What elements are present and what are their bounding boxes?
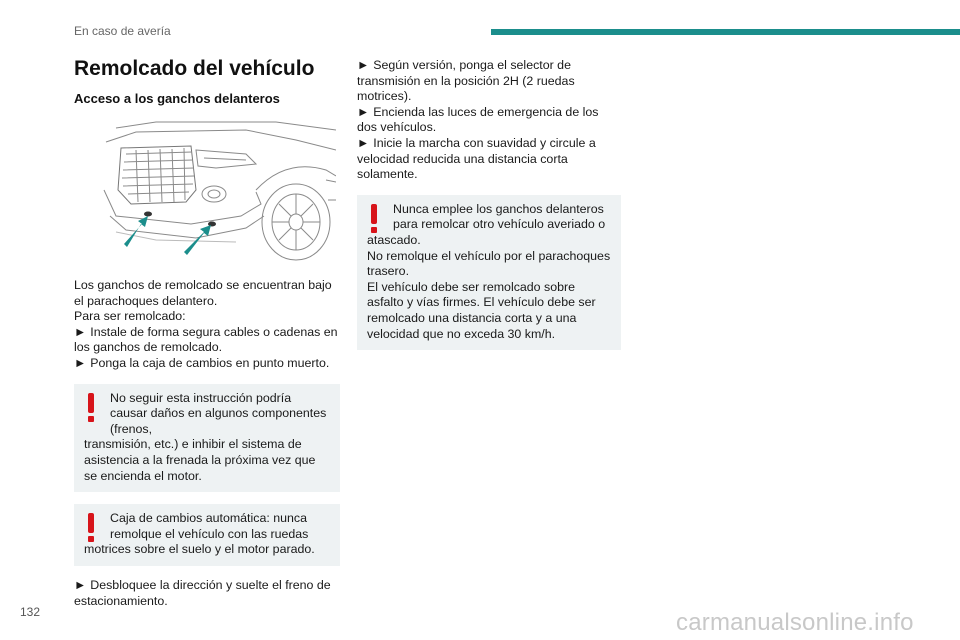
car-front-hooks-illustration [96,120,336,262]
step-text: Desbloquee la dirección y suelte el freno de estacionamiento. [74,577,331,608]
to-tow-heading: Para ser remolcado: [74,309,186,324]
step-text: Inicie la marcha con suavidad y circule a velocidad reducida una distancia corta solamente. [357,135,596,182]
bullet-icon: ► [74,577,87,592]
warning-text-rest: motrices sobre el suelo y el motor parado. [84,542,315,557]
bullet-icon: ► [74,355,87,370]
step-text: Encienda las luces de emergencia de los dos vehículos. [357,104,599,135]
section-title: En caso de avería [74,24,171,38]
bullet-icon: ► [357,104,370,119]
step-list-item [74,578,340,609]
step-list-item [74,325,340,356]
section-subtitle: Acceso a los ganchos delanteros [74,91,280,106]
warning-text-line: El vehículo debe ser remolcado sobre asfalto y vías firmes. El vehículo debe ser remolcado una distancia corta y a una velocidad que no exceda 30 km/h. [367,279,596,341]
warning-box [74,504,340,566]
step-text: Según versión, ponga el selector de transmisión en la posición 2H (2 ruedas motrices). [357,58,575,104]
left-column [74,56,340,609]
warning-box [357,195,621,350]
step-list-item [357,58,621,105]
bullet-icon: ► [74,324,87,339]
watermark: carmanualsonline.info [676,609,914,636]
hooks-location-text: Los ganchos de remolcado se encuentran bajo el parachoques delantero. [74,278,332,308]
warning-text-line: No remolque el vehículo por el parachoques trasero. [367,248,611,279]
warning-text-first: Caja de cambios automática: nunca remolque el vehículo con las ruedas [110,511,309,541]
step-list-item [74,356,340,372]
header-accent-bar [491,29,960,35]
car-illustration-svg [96,120,336,262]
bullet-icon: ► [357,135,370,150]
bullet-icon: ► [357,58,370,72]
warning-text-line: atascado. [367,232,421,247]
warning-exclamation-icon [88,393,94,423]
page-title: Remolcado del vehículo [74,57,315,80]
right-column [357,58,621,350]
warning-box [74,384,340,493]
step-list-item [357,105,621,136]
step-text: Instale de forma segura cables o cadenas en los ganchos de remolcado. [74,324,338,355]
warning-text-rest: transmisión, etc.) e inhibir el sistema de asistencia a la frenada la próxima vez que se encienda el motor. [84,437,316,483]
page-number: 132 [20,605,41,619]
warning-text-first: Nunca emplee los ganchos delanteros para remolcar otro vehículo averiado o [393,201,606,232]
step-text: Ponga la caja de cambios en punto muerto. [90,355,330,370]
warning-exclamation-icon [371,204,377,234]
step-list-item [357,136,621,183]
warning-exclamation-icon [88,513,94,543]
warning-text-first: No seguir esta instrucción podría causar daños en algunos componentes (frenos, [110,390,327,436]
